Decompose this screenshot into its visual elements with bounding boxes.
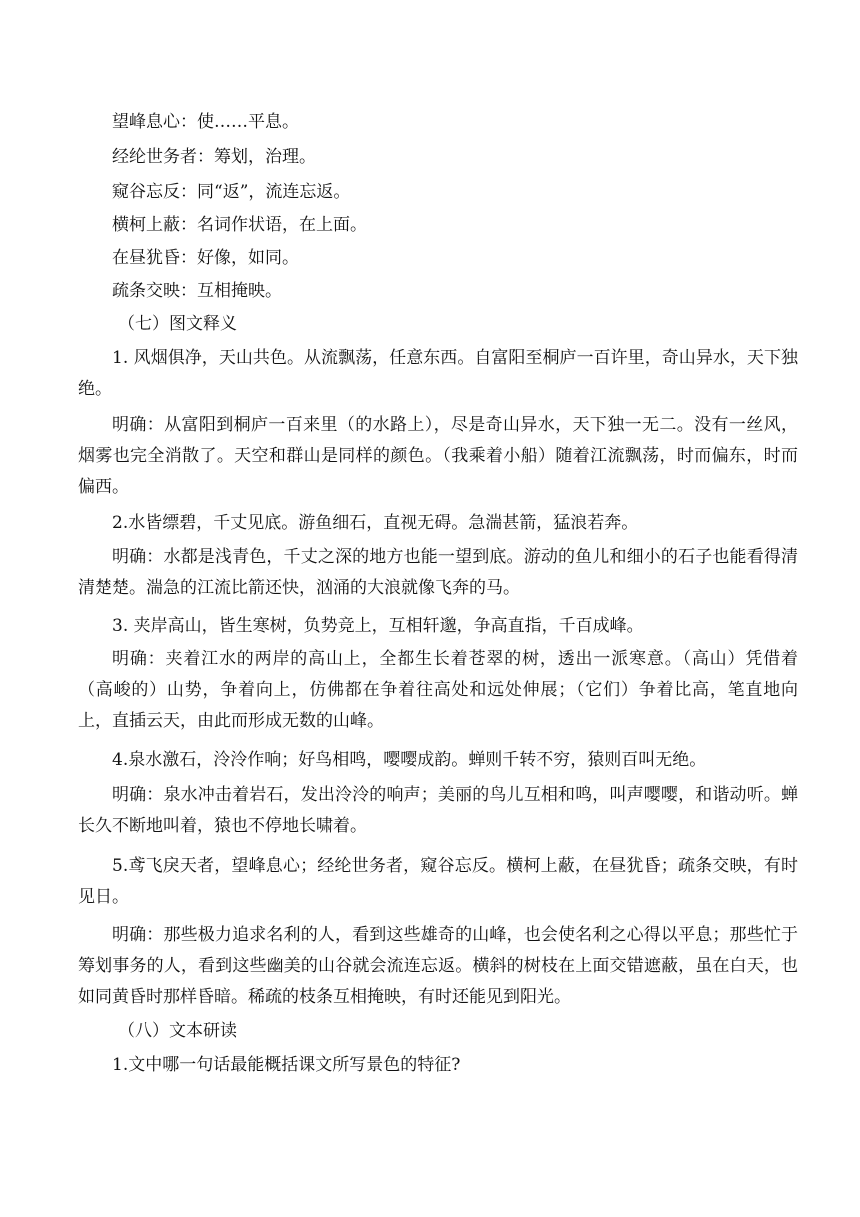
glossary-line: 在昼犹昏：好像，如同。 [112,248,299,268]
glossary-line: 望峰息心：使……平息。 [112,112,299,132]
item-original-text: 2.水皆缥碧，千丈见底。游鱼细石，直视无碍。急湍甚箭，猛浪若奔。 [112,513,639,533]
glossary-line: 疏条交映：互相掩映。 [112,281,282,301]
glossary-line: 横柯上蔽：名词作状语，在上面。 [112,215,367,235]
glossary-line: 经纶世务者：筹划，治理。 [112,147,316,167]
question-text: 1.文中哪一句话最能概括课文所写景色的特征? [112,1055,461,1075]
item-explanation: 明确：那些极力追求名利的人，看到这些雄奇的山峰，也会使名利之心得以平息；那些忙于筹划事务的人，看到这些幽美的山谷就会流连忘返。横斜的树枝在上面交错遮蔽，虽在白天，也如同黄昏时那样昏暗。稀疏的枝条互相掩映，有时还能见到阳光。 [78,925,798,1007]
item-original-text: 4.泉水激石，泠泠作响；好鸟相鸣，嘤嘤成韵。蝉则千转不穷，猿则百叫无绝。 [112,750,707,770]
item-explanation: 明确：泉水冲击着岩石，发出泠泠的响声；美丽的鸟儿互相和鸣，叫声嘤嘤，和谐动听。蝉长久不断地叫着，猿也不停地长啸着。 [78,785,798,836]
section-heading: （七）图文释义 [118,314,237,334]
item-original-text: 5.鸢飞戾天者，望峰息心；经纶世务者，窥谷忘反。横柯上蔽，在昼犹昏；疏条交映，有时见日。 [78,856,798,907]
item-original-text: 1. 风烟俱净，天山共色。从流飘荡，任意东西。自富阳至桐庐一百许里，奇山异水，天下独绝。 [78,348,798,399]
section-heading: （八）文本研读 [118,1021,237,1041]
item-explanation: 明确：夹着江水的两岸的高山上，全都生长着苍翠的树，透出一派寒意。（高山）凭借着（高峻的）山势，争着向上，仿佛都在争着往高处和远处伸展；（它们）争着比高，笔直地向上，直插云天，由此而形成无数的山峰。 [78,649,798,731]
glossary-line: 窥谷忘反：同“返”，流连忘返。 [112,182,351,202]
item-explanation: 明确：水都是浅青色，千丈之深的地方也能一望到底。游动的鱼儿和细小的石子也能看得清清楚楚。湍急的江流比箭还快，汹涌的大浪就像飞奔的马。 [78,547,798,598]
item-explanation: 明确：从富阳到桐庐一百来里（的水路上），尽是奇山异水，天下独一无二。没有一丝风，烟雾也完全消散了。天空和群山是同样的颜色。（我乘着小船）随着江流飘荡，时而偏东，时而偏西。 [78,415,798,497]
item-original-text: 3. 夹岸高山，皆生寒树，负势竞上，互相轩邈，争高直指，千百成峰。 [112,616,644,636]
